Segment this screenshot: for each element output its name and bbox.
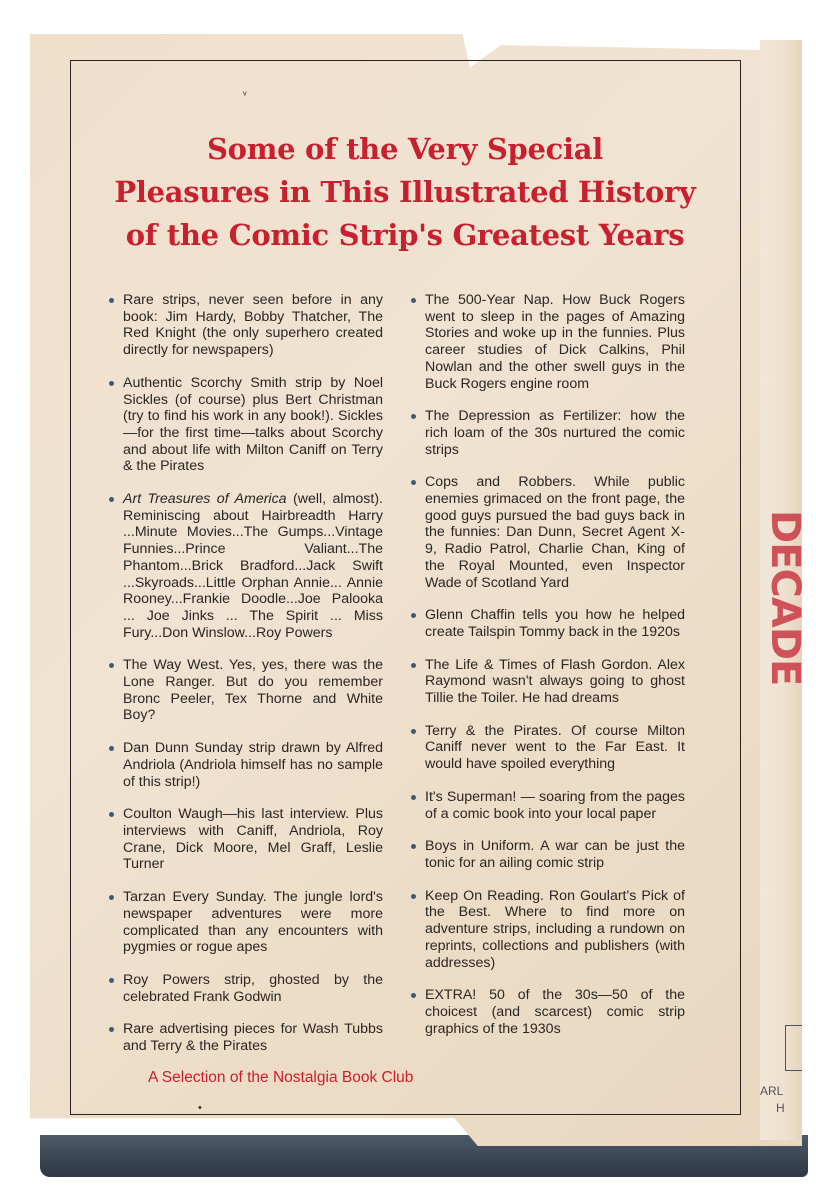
list-item: Boys in Uniform. A war can be just the tonic for an ailing comic strip — [410, 838, 685, 871]
bullet-icon — [411, 480, 416, 485]
list-item: The 500-Year Nap. How Buck Rogers went to sleep in the pages of Amazing Stories and woke up in the funnies. Plus career studies of Dick Calkins, Phil Nowlan and the other swell guys in the Buck Rogers engine room — [410, 292, 685, 392]
list-item: The Way West. Yes, yes, there was the Lone Ranger. But do you remember Bronc Peeler, Tex Thorne and White Boy? — [108, 657, 383, 724]
spine-publisher: ARL H — [760, 1084, 785, 1115]
cover-heading — [80, 128, 730, 257]
bullet-icon — [109, 381, 114, 386]
list-item: Tarzan Every Sunday. The jungle lord's newspaper adventures were more complicated than any encounters with pygmies or rogue apes — [108, 889, 383, 956]
bullet-icon — [109, 812, 114, 817]
bullet-icon — [411, 894, 416, 899]
spine-title-word: DECADE — [762, 510, 808, 686]
italic-title: Art Treasures of America — [123, 491, 287, 508]
list-item: Art Treasures of America (well, almost). Reminiscing about Hairbreadth Harry ...Minute Movies...The Gumps...Vintage Funnies...Prince Valiant...The Phantom...Brick Bradford...Jack Swift ...Skyroads...Little Orphan Annie... Annie Rooney...Frankie Doodle...Joe Palooka ... Joe Jinks ... The Spirit ... Miss Fury...Don Winslow...Roy Powers — [108, 491, 383, 641]
right-column-list — [410, 292, 685, 1053]
bullet-icon — [411, 844, 416, 849]
list-item: Roy Powers strip, ghosted by the celebrated Frank Godwin — [108, 972, 383, 1005]
bullet-icon — [109, 746, 114, 751]
spine-logo-box — [785, 1025, 802, 1071]
heading-line-1: Some of the Very Special — [207, 132, 603, 166]
list-item: It's Superman! — soaring from the pages of a comic book into your local paper — [410, 789, 685, 822]
bullet-icon — [109, 978, 114, 983]
bullet-icon — [411, 993, 416, 998]
bullet-icon — [411, 663, 416, 668]
heading-line-2: Pleasures in This Illustrated History — [114, 175, 696, 209]
bullet-icon — [411, 795, 416, 800]
list-item: Rare strips, never seen before in any book: Jim Hardy, Bobby Thatcher, The Red Knight (the only superhero created directly for newspapers) — [108, 292, 383, 359]
bullet-icon — [411, 414, 416, 419]
list-item: Authentic Scorchy Smith strip by Noel Sickles (of course) plus Bert Christman (try to find his work in any book!). Sickles—for the first time—talks about Scorchy and about life with Milton Caniff on Terry & the Pirates — [108, 375, 383, 475]
stain-mark: • — [198, 1102, 202, 1114]
left-column-list — [108, 292, 383, 1071]
stain-mark: ᵥ — [243, 86, 247, 98]
list-item: EXTRA! 50 of the 30s—50 of the choicest (and scarcest) comic strip graphics of the 1930s — [410, 987, 685, 1037]
bullet-icon — [109, 497, 114, 502]
bullet-icon — [109, 663, 114, 668]
bullet-icon — [109, 298, 114, 303]
bullet-icon — [109, 895, 114, 900]
list-item: Keep On Reading. Ron Goulart's Pick of the Best. Where to find more on adventure strips, including a rundown on reprints, collections and publishers (with addresses) — [410, 888, 685, 972]
list-item: Dan Dunn Sunday strip drawn by Alfred Andriola (Andriola himself has no sample of this strip!) — [108, 740, 383, 790]
list-item: Rare advertising pieces for Wash Tubbs and Terry & the Pirates — [108, 1021, 383, 1054]
list-item: Terry & the Pirates. Of course Milton Caniff never went to the Far East. It would have spoiled everything — [410, 723, 685, 773]
bullet-icon — [411, 729, 416, 734]
heading-line-3: of the Comic Strip's Greatest Years — [125, 218, 685, 252]
list-item: The Depression as Fertilizer: how the rich loam of the 30s nurtured the comic strips — [410, 408, 685, 458]
list-item: Coulton Waugh—his last interview. Plus interviews with Caniff, Andriola, Roy Crane, Dick Moore, Mel Graff, Leslie Turner — [108, 806, 383, 873]
bullet-icon — [109, 1027, 114, 1032]
book-club-footer: A Selection of the Nostalgia Book Club — [148, 1069, 414, 1086]
list-item: Glenn Chaffin tells you how he helped create Tailspin Tommy back in the 1920s — [410, 607, 685, 640]
bullet-icon — [411, 298, 416, 303]
bullet-icon — [411, 613, 416, 618]
list-item: The Life & Times of Flash Gordon. Alex Raymond wasn't always going to ghost Tillie the Toiler. He had dreams — [410, 657, 685, 707]
list-item: Cops and Robbers. While public enemies grimaced on the front page, the good guys pursued the bad guys back in the funnies: Dan Dunn, Secret Agent X-9, Radio Patrol, Charlie Chan, King of the Royal Mounted, even Inspector Wade of Scotland Yard — [410, 474, 685, 591]
